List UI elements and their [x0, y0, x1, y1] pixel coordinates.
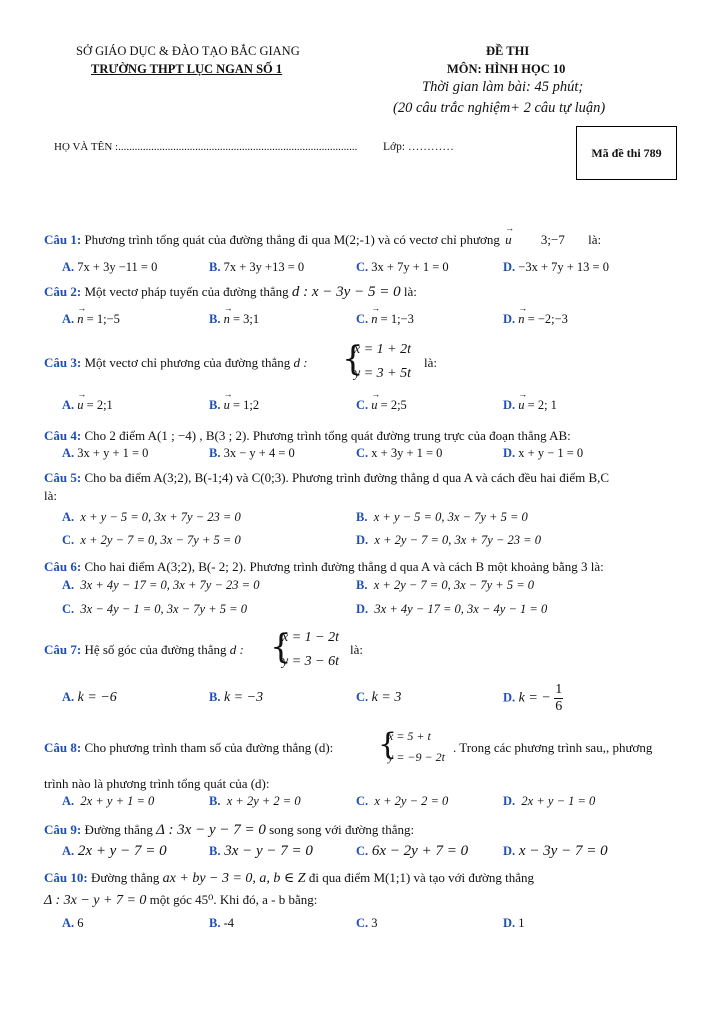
student-name-line[interactable]: HỌ VÀ TÊN :....................................................................................... [54, 141, 358, 153]
option-d[interactable]: D. k = − $\frac{1}{6}$ [503, 682, 563, 714]
system-brace: { [270, 627, 292, 667]
question-2: Câu 2: Một vectơ pháp tuyến của đường thẳng d : x − 3y − 5 = 0 là: [44, 284, 417, 300]
question-text: Phương trình tổng quát của đường thẳng đi qua M(2;-1) và có vectơ chỉ phương [84, 232, 504, 247]
option-b[interactable]: B. 3x − y − 7 = 0 [209, 843, 313, 859]
option-a[interactable]: A. 6 [62, 916, 84, 930]
system-brace: { [342, 339, 364, 379]
option-b[interactable]: B. x + y − 5 = 0, 3x − 7y + 5 = 0 [356, 510, 528, 524]
option-d[interactable]: D. x + 2y − 7 = 0, 3x + 7y − 23 = 0 [356, 533, 541, 547]
question-3: Câu 3: Một vectơ chỉ phương của đường thẳng d : [44, 355, 308, 370]
option-d[interactable]: D. −3x + 7y + 13 = 0 [503, 260, 609, 274]
option-a[interactable]: A. 7x + 3y −11 = 0 [62, 260, 158, 274]
school-name: TRƯỜNG THPT LỤC NGAN SỐ 1 [91, 62, 283, 76]
option-d[interactable]: D. 1 [503, 916, 525, 930]
option-b[interactable]: B. x + 2y − 7 = 0, 3x − 7y + 5 = 0 [356, 578, 535, 592]
option-a[interactable]: A. k = −6 [62, 690, 117, 705]
option-c[interactable]: C. → u = 2;5 [356, 398, 407, 413]
option-c[interactable]: C. x + 2y − 7 = 0, 3x − 7y + 5 = 0 [62, 533, 241, 547]
option-b[interactable]: B. 7x + 3y +13 = 0 [209, 260, 305, 274]
option-a[interactable]: A. 2x + y + 1 = 0 [62, 794, 155, 808]
exam-format: (20 câu trắc nghiệm+ 2 câu tự luận) [393, 100, 606, 116]
exam-code-box [576, 126, 677, 180]
system-brace: { [378, 727, 398, 762]
option-d[interactable]: D. → n = −2;−3 [503, 312, 568, 327]
option-a[interactable]: A. 3x + y + 1 = 0 [62, 446, 149, 460]
exam-subject: MÔN: HÌNH HỌC 10 [447, 62, 566, 76]
exam-title: ĐỀ THI [486, 44, 530, 58]
option-c[interactable]: C. x + 3y + 1 = 0 [356, 446, 443, 460]
option-a[interactable]: A. 2x + y − 7 = 0 [62, 843, 167, 859]
option-b[interactable]: B. x + 2y + 2 = 0 [209, 794, 301, 808]
question-8: Câu 8: Cho phương trình tham số của đường thẳng (d): [44, 740, 334, 755]
option-a[interactable]: A. → u = 2;1 [62, 398, 113, 413]
department-name: SỞ GIÁO DỤC & ĐÀO TẠO BẮC GIANG [76, 44, 300, 58]
option-b[interactable]: B. 3x − y + 4 = 0 [209, 446, 295, 460]
question-1: Câu 1: Phương trình tổng quát của đường thẳng đi qua M(2;-1) và có vectơ chỉ phương → u 3;−7 là: [44, 232, 601, 248]
option-c[interactable]: C. x + 2y − 2 = 0 [356, 794, 449, 808]
option-b[interactable]: B. k = −3 [209, 690, 264, 705]
option-b[interactable]: B. -4 [209, 916, 235, 930]
question-6: Câu 6: Cho hai điểm A(3;2), B(- 2; 2). Phương trình đường thẳng d qua A và cách B một khoảng bằng 3 là: [44, 559, 604, 574]
vector-components: 3;−7 [540, 232, 565, 247]
option-a[interactable]: A. x + y − 5 = 0, 3x + 7y − 23 = 0 [62, 510, 241, 524]
question-10: Câu 10: Đường thẳng ax + by − 3 = 0, a, b ∈ Z đi qua điểm M(1;1) và tạo với đường thẳng [44, 870, 534, 886]
option-c[interactable]: C. 6x − 2y + 7 = 0 [356, 843, 469, 859]
question-9: Câu 9: Đường thẳng Δ : 3x − y − 7 = 0 song song với đường thẳng: [44, 822, 415, 838]
exam-code: Mã đề thi 789 [591, 145, 662, 160]
question-label: Câu 1: [44, 232, 82, 247]
option-c[interactable]: C. 3x + 7y + 1 = 0 [356, 260, 449, 274]
question-7: Câu 7: Hệ số góc của đường thẳng d : [44, 642, 244, 657]
exam-page: SỞ GIÁO DỤC & ĐÀO TẠO BẮC GIANG TRƯỜNG THPT LỤC NGAN SỐ 1 ĐỀ THI MÔN: HÌNH HỌC 10 Thời gian làm bài: 45 phút; (20 câu trắc nghiệm+ 2 câu tự luận) HỌ VÀ TÊN :....................................................................................... Lớp: ………… Mã đề thi 789 Câu 1: Phương trình tổng quát của đường thẳng đi qua M(2;-1) và có vectơ chỉ phương → u 3;−7 là: A. 7x + 3y −11 = 0 B. 7x + 3y +13 = 0 C. 3x + 7y + 1 = 0 D. −3x + 7y + 13 = 0 Câu 2: Một vectơ pháp tuyến của đường thẳng d : x − 3y − 5 = 0 là: A. → n = 1;−5 B. → n = 3;1 C. → n = 1;−3 D. → n = −2;−3 Câu 3: Một vectơ chỉ phương của đường thẳng d : { x = 1 + 2t y = 3 + 5t là: A. → u = 2;1 B. → u = 1;2 C. → u = 2;5 D. → u = 2; 1 Câu 4: Cho 2 điểm A(1 ; −4) , B(3 ; 2). Phương trình tổng quát đường trung trực của đoạn thẳng AB: A. 3x + y + 1 = 0 B. 3x − y + 4 = 0 C. x + 3y + 1 = 0 D. x + y − 1 = 0 Câu 5: Cho ba điểm A(3;2), B(-1;4) và C(0;3). Phương trình đường thẳng d qua A và cách đều hai điểm B,C là: A. x + y − 5 = 0, 3x + 7y − 23 = 0 B. x + y − 5 = 0, 3x − 7y + 5 = 0 C. x + 2y − 7 = 0, 3x − 7y + 5 = 0 D. x + 2y − 7 = 0, 3x + 7y − 23 = 0 Câu 6: Cho hai điểm A(3;2), B(- 2; 2). Phương trình đường thẳng d qua A và cách B một khoảng bằng 3 là: A. 3x + 4y − 17 = 0, 3x + 7y − 23 = 0 B. x + 2y − 7 = 0, 3x − 7y + 5 = 0 C. 3x − 4y − 1 = 0, 3x − 7y + 5 = 0 D. 3x + 4y − 17 = 0, 3x − 4y − 1 = 0 Câu 7: Hệ số góc của đường thẳng d : { x = 1 − 2t y = 3 − 6t là: A. k = −6 B. k = −3 C. k = 3 D. k = − $\frac{1}{6}$ Câu 8: Cho phương trình tham số của đường thẳng (d): { x = 5 + t y = −9 − 2t . Trong các phương trình sau,, phương trình nào là phương trình tổng quát của (d): A. 2x + y + 1 = 0 B. x + 2y + 2 = 0 C. x + 2y − 2 = 0 D. 2x + y − 1 = 0 Câu 9: Đường thẳng Δ : 3x − y − 7 = 0 song song với đường thẳng: A. 2x + y − 7 = 0 B. 3x − y − 7 = 0 C. 6x − 2y + 7 = 0 D. x − 3y − 7 = 0 Câu 10: Đường thẳng ax + by − 3 = 0, a, b ∈ Z đi qua điểm M(1;1) và tạo với đường thẳng Δ : 3x − y + 7 = 0 một góc 45⁰. Khi đó, a - b bằng: A. 6 B. -4 C. 3 D. 1 [0, 0, 725, 1024]
option-b[interactable]: B. → u = 1;2 [209, 398, 259, 413]
option-c[interactable]: C. 3x − 4y − 1 = 0, 3x − 7y + 5 = 0 [62, 602, 247, 616]
option-a[interactable]: A. 3x + 4y − 17 = 0, 3x + 7y − 23 = 0 [62, 578, 260, 592]
vector-symbol: → u [505, 232, 512, 248]
question-5: Câu 5: Cho ba điểm A(3;2), B(-1;4) và C(0;3). Phương trình đường thẳng d qua A và cách đều hai điểm B,C [44, 470, 610, 485]
option-c[interactable]: C. 3 [356, 916, 378, 930]
option-b[interactable]: B. → n = 3;1 [209, 312, 259, 327]
option-d[interactable]: D. 2x + y − 1 = 0 [503, 794, 596, 808]
option-c[interactable]: C. → n = 1;−3 [356, 312, 414, 327]
option-d[interactable]: D. x + y − 1 = 0 [503, 446, 584, 460]
exam-time: Thời gian làm bài: 45 phút; [422, 79, 584, 95]
option-d[interactable]: D. 3x + 4y − 17 = 0, 3x − 4y − 1 = 0 [356, 602, 548, 616]
option-a[interactable]: A. → n = 1;−5 [62, 312, 120, 327]
option-d[interactable]: D. x − 3y − 7 = 0 [503, 843, 608, 859]
option-c[interactable]: C. k = 3 [356, 690, 402, 705]
class-line[interactable]: Lớp: ………… [383, 141, 454, 153]
option-d[interactable]: D. → u = 2; 1 [503, 398, 557, 413]
question-4: Câu 4: Cho 2 điểm A(1 ; −4) , B(3 ; 2). Phương trình tổng quát đường trung trực của đoạn thẳng AB: [44, 428, 571, 443]
